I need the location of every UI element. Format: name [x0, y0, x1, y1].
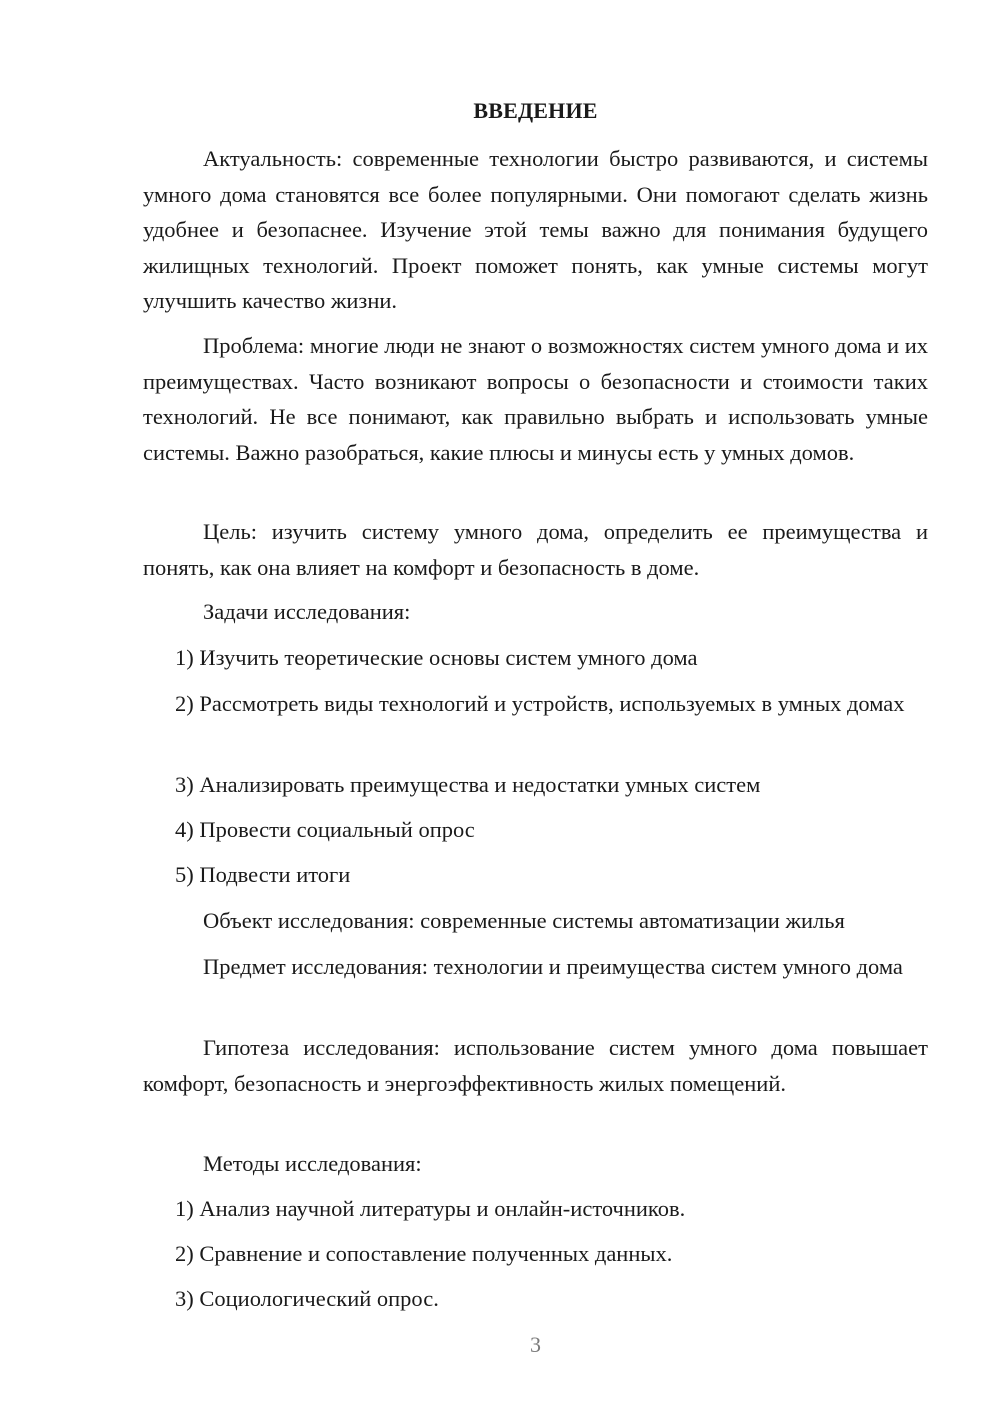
task-item: 3) Анализировать преимущества и недостатки умных систем — [175, 772, 761, 797]
method-item: 3) Социологический опрос. — [175, 1286, 439, 1311]
problem-paragraph: Проблема: многие люди не знают о возможностях систем умного дома и их преимуществах. Часто возникают вопросы о безопасности и стоимости таких технологий. Не все понимают, как правильно выбрать и использовать умные системы. Важно разобраться, какие плюсы и минусы есть у умных домов. — [143, 333, 928, 465]
method-item: 1) Анализ научной литературы и онлайн-источников. — [175, 1196, 686, 1221]
task-item: 1) Изучить теоретические основы систем умного дома — [175, 645, 698, 670]
task-item: 5) Подвести итоги — [175, 862, 351, 887]
goal-paragraph: Цель: изучить систему умного дома, определить ее преимущества и понять, как она влияет на комфорт и безопасность в доме. — [143, 519, 928, 580]
object-paragraph: Объект исследования: современные системы автоматизации жилья — [203, 908, 845, 933]
subject-paragraph: Предмет исследования: технологии и преимущества систем умного дома — [203, 954, 903, 979]
section-heading: ВВЕДЕНИЕ — [473, 98, 598, 123]
method-item: 2) Сравнение и сопоставление полученных данных. — [175, 1241, 673, 1266]
task-item: 4) Провести социальный опрос — [175, 817, 475, 842]
tasks-title: Задачи исследования: — [203, 599, 411, 624]
methods-title: Методы исследования: — [203, 1151, 422, 1176]
task-item: 2) Рассмотреть виды технологий и устройств, используемых в умных домах — [175, 691, 905, 716]
page-number: 3 — [530, 1332, 541, 1357]
hypothesis-paragraph: Гипотеза исследования: использование систем умного дома повышает комфорт, безопасность и энергоэффективность жилых помещений. — [143, 1035, 928, 1096]
relevance-paragraph: Актуальность: современные технологии быстро развиваются, и системы умного дома становятся все более популярными. Они помогают сделать жизнь удобнее и безопаснее. Изучение этой темы важно для понимания будущего жилищных технологий. Проект поможет понять, как умные системы могут улучшить качество жизни. — [143, 146, 928, 313]
